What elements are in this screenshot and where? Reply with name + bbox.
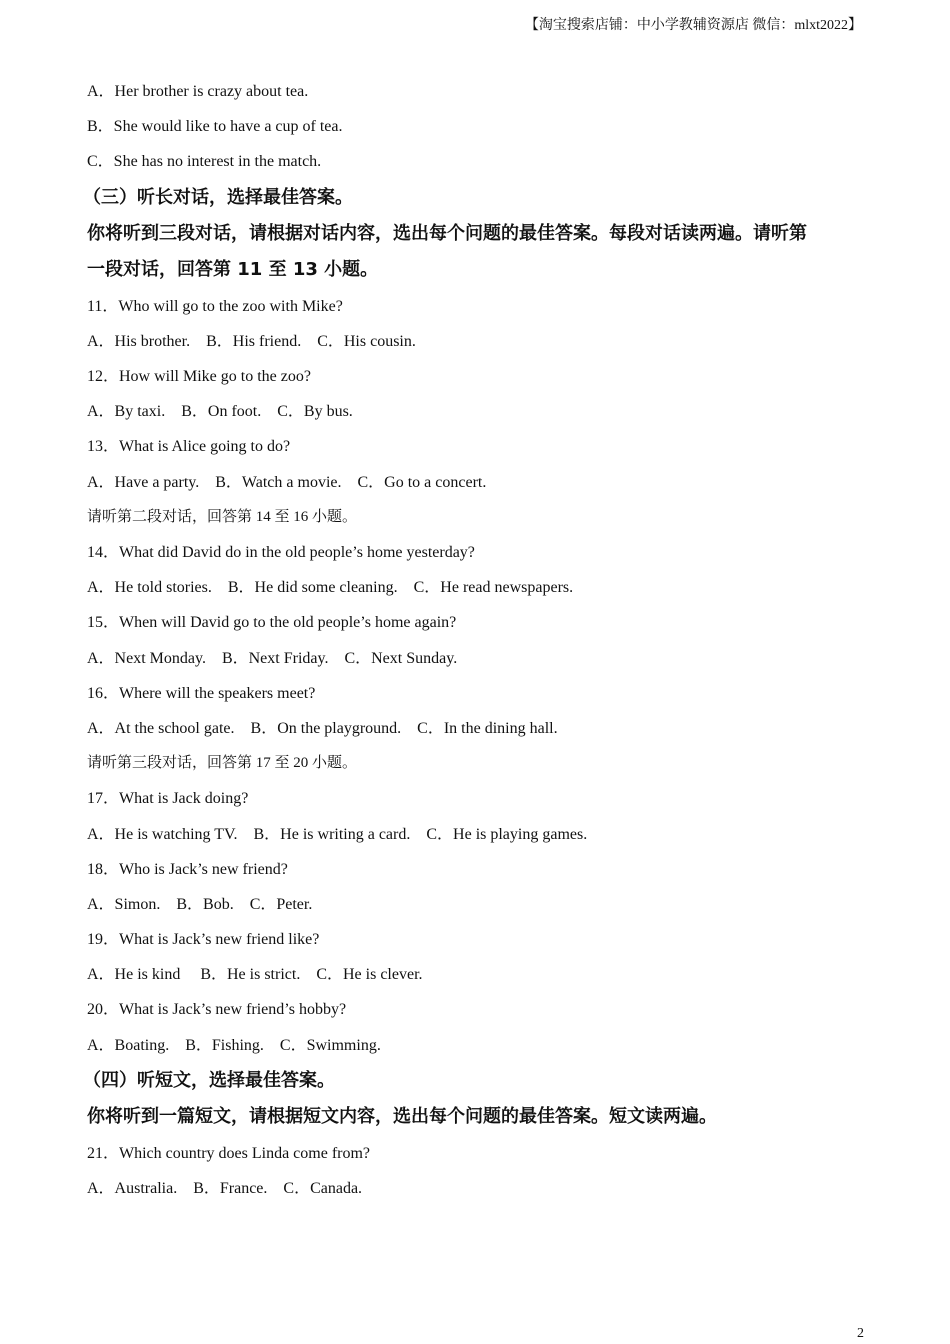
question-text: 17．What is Jack doing? [87,790,249,808]
answer-options: A．His brother. B．His friend. C．His cousin. [87,332,416,350]
dialogue-instruction: 请听第三段对话，回答第 17 至 20 小题。 [87,755,358,772]
question-text: 12．How will Mike go to the zoo? [87,368,311,386]
section-instruction: 你将听到三段对话，请根据对话内容，选出每个问题的最佳答案。每段对话读两遍。请听第 [87,222,807,244]
document-body [83,74,867,1206]
answer-options: A．He told stories. B．He did some cleaning. C．He read newspapers. [87,579,574,597]
answer-options: A．Next Monday. B．Next Friday. C．Next Sunday. [87,649,458,667]
answer-options: A．Australia. B．France. C．Canada. [87,1179,363,1197]
answer-options: A．Have a party. B．Watch a movie. C．Go to a concert. [87,473,487,491]
dialogue-instruction: 请听第二段对话，回答第 14 至 16 小题。 [87,508,358,525]
question-text: 19．What is Jack’s new friend like? [87,931,320,949]
question-text: 14．What did David do in the old people’s home yesterday? [87,544,475,562]
question-text: 18．Who is Jack’s new friend? [87,860,288,878]
section-instruction: （三）听长对话，选择最佳答案。 [83,186,353,208]
section-instruction: 你将听到一篇短文，请根据短文内容，选出每个问题的最佳答案。短文读两遍。 [87,1106,717,1128]
answer-options: A．He is watching TV. B．He is writing a card. C．He is playing games. [87,825,588,843]
answer-options: A．Her brother is crazy about tea. [87,83,309,100]
section-instruction: （四）听短文，选择最佳答案。 [83,1069,335,1091]
question-text: 13．What is Alice going to do? [87,438,291,456]
question-text: 15．When will David go to the old people’s home again? [87,614,457,632]
answer-options: A．By taxi. B．On foot. C．By bus. [87,403,353,421]
answer-options: A．Boating. B．Fishing. C．Swimming. [87,1036,381,1054]
question-text: 16．Where will the speakers meet? [87,684,316,702]
page-header: 【淘宝搜索店铺：中小学教辅资源店 微信：mlxt2022】 [524,18,862,33]
question-text: 11．Who will go to the zoo with Mike? [87,297,343,315]
question-text: 20．What is Jack’s new friend’s hobby? [87,1001,347,1019]
answer-options: A．At the school gate. B．On the playground. C．In the dining hall. [87,719,558,737]
answer-options: A．Simon. B．Bob. C．Peter. [87,895,313,913]
page-number: 2 [857,1326,864,1341]
answer-options: C．She has no interest in the match. [87,153,322,171]
answer-options: A．He is kind B．He is strict. C．He is clever. [87,966,423,984]
section-instruction: 一段对话，回答第 11 至 13 小题。 [87,259,379,281]
answer-options: B．She would like to have a cup of tea. [87,118,343,136]
question-text: 21．Which country does Linda come from? [87,1144,371,1162]
